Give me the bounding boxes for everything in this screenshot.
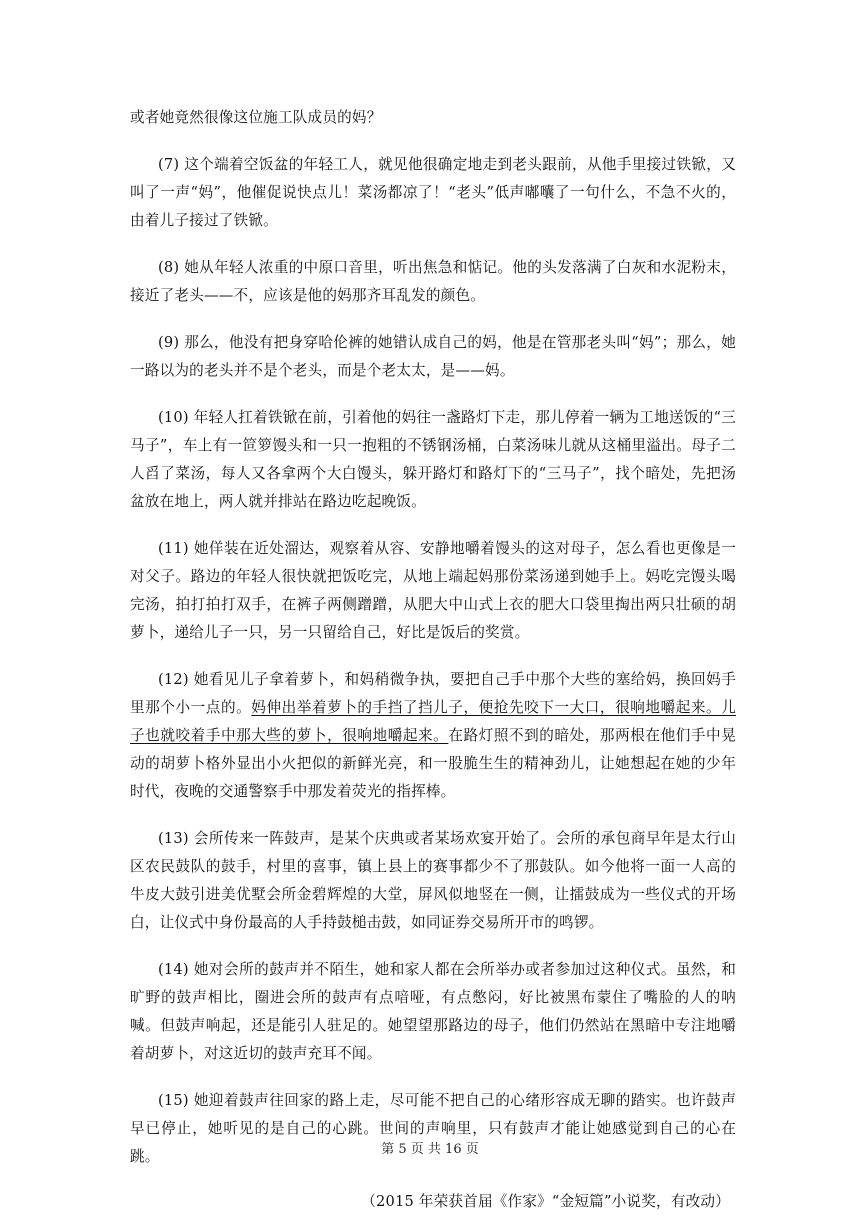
paragraph-13: (13) 会所传来一阵鼓声，是某个庆典或者某场欢宴开始了。会所的承包商早年是太行山区农民鼓队的鼓手，村里的喜事，镇上县上的赛事都少不了那鼓队。如今他将一面一人高的牛皮大鼓引进美优墅会所金碧辉煌的大堂，屏风似地竖在一侧，让擂鼓成为一些仪式的开场白，让仪式中身份最高的人手持鼓槌击鼓，如同证券交易所开市的鸣锣。: [130, 830, 736, 931]
paragraph-11: (11) 她佯装在近处溜达，观察着从容、安静地嚼着馒头的这对母子，怎么看也更像是一对父子。路边的年轻人很快就把饭吃完，从地上端起妈那份菜汤递到她手上。妈吃完馒头喝完汤，拍打拍打双手，在裤子两侧蹭蹭，从肥大中山式上衣的肥大口袋里掏出两只壮硕的胡萝卜，递给儿子一只，另一只留给自己，好比是饭后的奖赏。: [130, 540, 736, 641]
paragraph-10: (10) 年轻人扛着铁锨在前，引着他的妈往一盏路灯下走，那儿停着一辆为工地送饭的“三马子”，车上有一笸箩馒头和一只一抱粗的不锈钢汤桶，白菜汤味儿就从这桶里溢出。母子二人舀了菜汤，每人又各拿两个大白馒头，躲开路灯和路灯下的“三马子”，找个暗处，先把汤盆放在地上，两人就并排站在路边吃起晚饭。: [130, 409, 736, 510]
paragraph-12-before: (12) 她看见儿子拿着萝卜，和妈稍微争执，要把自己手中那个大些的塞给妈，换回妈手里那个小一点的。: [130, 671, 736, 716]
source-note: （2015 年荣获首届《作家》“金短篇”小说奖，有改动）: [361, 1193, 730, 1210]
paragraph-12: [130, 666, 736, 806]
paragraph-8: (8) 她从年轻人浓重的中原口音里，听出焦急和惦记。他的头发落满了白灰和水泥粉末，接近了老头——不，应该是他的妈那齐耳乱发的颜色。: [130, 259, 736, 304]
paragraph-12-after: 在路灯照不到的暗处，那两根在他们手中晃动的胡萝卜格外显出小火把似的新鲜光亮，和一股脆生生的精神劲儿，让她想起在她的少年时代，夜晚的交通警察手中那发着荧光的指挥棒。: [130, 727, 736, 800]
paragraph-14: (14) 她对会所的鼓声并不陌生，她和家人都在会所举办或者参加过这种仪式。虽然，和旷野的鼓声相比，圈进会所的鼓声有点喑哑，有点憋闷，好比被黑布蒙住了嘴脸的人的呐喊。但鼓声响起，还是能引人驻足的。她望望那路边的母子，他们仍然站在黑暗中专注地嚼着胡萝卜，对这近切的鼓声充耳不闻。: [130, 961, 736, 1062]
underlined-sentence: 妈伸出举着萝卜的手挡了挡儿子，便抢先咬下一大口，很响地嚼起来。儿子也就咬着手中那大些的萝卜，很响地嚼起来。: [130, 699, 736, 744]
paragraph-continuation: 或者她竟然很像这位施工队成员的妈？: [130, 109, 382, 126]
article-body: [130, 104, 736, 1216]
paragraph-7: (7) 这个端着空饭盆的年轻工人，就见他很确定地走到老头跟前，从他手里接过铁锨，又叫了一声“妈”，他催促说快点儿！菜汤都凉了！“老头”低声嘟囔了一句什么，不急不火的，由着儿子接过了铁锨。: [130, 156, 736, 229]
paragraph-9: (9) 那么，他没有把身穿哈伦裤的她错认成自己的妈，他是在管那老头叫“妈”；那么，她一路以为的老头并不是个老头，而是个老太太，是——妈。: [130, 334, 736, 379]
page-number-footer: 第 5 页 共 16 页: [381, 1142, 479, 1157]
paragraph-15: (15) 她迎着鼓声往回家的路上走，尽可能不把自己的心绪形容成无聊的踏实。也许鼓声早已停止，她听见的是自己的心跳。世间的声响里，只有鼓声才能让她感觉到自己的心在跳。: [130, 1092, 736, 1165]
